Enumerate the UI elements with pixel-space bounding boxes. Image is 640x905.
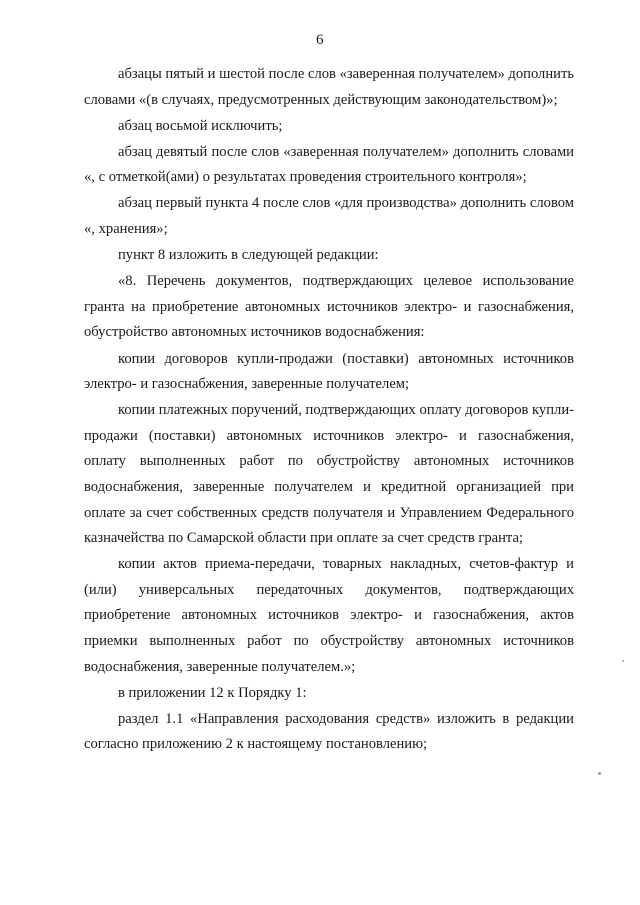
paragraph-9: копии актов приема-передачи, товарных накладных, счетов-фактур и (или) универсальных передаточных документов, подтверждающих приобретение автономных источников электро- и газоснабжения, актов приемки выполненных работ по обустройству автономных источников водоснабжения, заверенные получателем.»; — [84, 556, 574, 675]
paragraph-1: абзацы пятый и шестой после слов «заверенная получателем» дополнить словами «(в случаях, предусмотренных действующим законодательством)»; — [84, 66, 574, 108]
paragraph-4: абзац первый пункта 4 после слов «для производства» дополнить словом «, хранения»; — [84, 195, 574, 238]
paragraph-11: раздел 1.1 «Направления расходования средств» изложить в редакции согласно приложению 2 к настоящему постановлению; — [84, 710, 574, 753]
scan-speck — [622, 660, 624, 662]
scan-speck — [598, 772, 601, 775]
paragraph-10: в приложении 12 к Порядку 1: — [118, 684, 307, 701]
page-number: 6 — [316, 32, 324, 48]
paragraph-5: пункт 8 изложить в следующей редакции: — [118, 247, 379, 264]
paragraph-8: копии платежных поручений, подтверждающих оплату договоров купли-продажи (поставки) автономных источников электро- и газоснабжения, оплату выполненных работ по обустройству автономных источников водоснабжения, заверенные получателем и кредитной организацией при оплате за счет собственных средств получателя и Управлением Федерального казначейства по Самарской области при оплате за счет средств гранта; — [84, 402, 574, 547]
paragraph-6: «8. Перечень документов, подтверждающих целевое использование гранта на приобретение автономных источников электро- и газоснабжения, обустройство автономных источников водоснабжения: — [84, 273, 574, 341]
paragraph-3: абзац девятый после слов «заверенная получателем» дополнить словами «, с отметкой(ами) о результатах проведения строительного контроля»; — [84, 143, 574, 186]
paragraph-2: абзац восьмой исключить; — [118, 117, 283, 134]
document-body — [84, 62, 574, 759]
paragraph-7: копии договоров купли-продажи (поставки) автономных источников электро- и газоснабжения, заверенные получателем; — [84, 350, 574, 393]
